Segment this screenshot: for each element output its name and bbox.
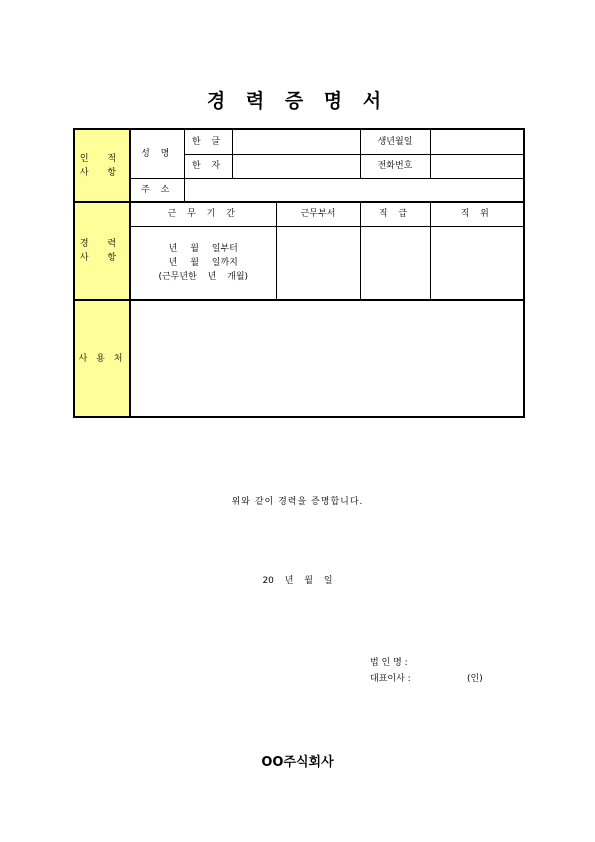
hanja-name-label: 한 자 bbox=[184, 154, 232, 178]
representative-label: 대표이사 : bbox=[370, 674, 411, 684]
corporation-name-label: 법 인 명 : bbox=[370, 658, 408, 668]
korean-name-field[interactable] bbox=[232, 129, 360, 154]
period-duration-text: (근무년한 년 개월) bbox=[158, 271, 249, 282]
rank-field[interactable] bbox=[360, 226, 430, 300]
career-section-label: 경 력 사 항 bbox=[74, 202, 130, 300]
birth-date-field[interactable] bbox=[430, 129, 524, 154]
name-label: 성 명 bbox=[130, 129, 184, 178]
seal-mark: (인) bbox=[467, 674, 483, 684]
document-title: 경 력 증 명 서 bbox=[206, 90, 389, 112]
position-field[interactable] bbox=[430, 226, 524, 300]
period-to-text: 년 월 일까지 bbox=[168, 257, 238, 268]
department-field[interactable] bbox=[276, 226, 360, 300]
period-from-text: 년 월 일부터 bbox=[168, 243, 238, 254]
personal-section-label: 인 적 사 항 bbox=[74, 129, 130, 202]
work-period-header: 근 무 기 간 bbox=[130, 202, 276, 226]
certification-statement: 위와 같이 경력을 증명합니다. bbox=[231, 497, 364, 507]
rank-header: 직 급 bbox=[360, 202, 430, 226]
address-field[interactable] bbox=[184, 178, 524, 202]
company-name: OO주식회사 bbox=[261, 755, 334, 770]
work-period-cell[interactable] bbox=[130, 226, 276, 300]
position-header: 직 위 bbox=[430, 202, 524, 226]
hanja-name-field[interactable] bbox=[232, 154, 360, 178]
korean-name-label: 한 글 bbox=[184, 129, 232, 154]
address-label: 주 소 bbox=[130, 178, 184, 202]
phone-label: 전화번호 bbox=[360, 154, 430, 178]
phone-field[interactable] bbox=[430, 154, 524, 178]
department-header: 근무부서 bbox=[276, 202, 360, 226]
usage-section-label: 사 용 처 bbox=[74, 300, 130, 417]
certificate-form-table bbox=[73, 128, 525, 418]
usage-field[interactable] bbox=[130, 300, 524, 417]
birth-date-label: 생년월일 bbox=[360, 129, 430, 154]
issue-date-line: 20 년 월 일 bbox=[262, 576, 333, 586]
